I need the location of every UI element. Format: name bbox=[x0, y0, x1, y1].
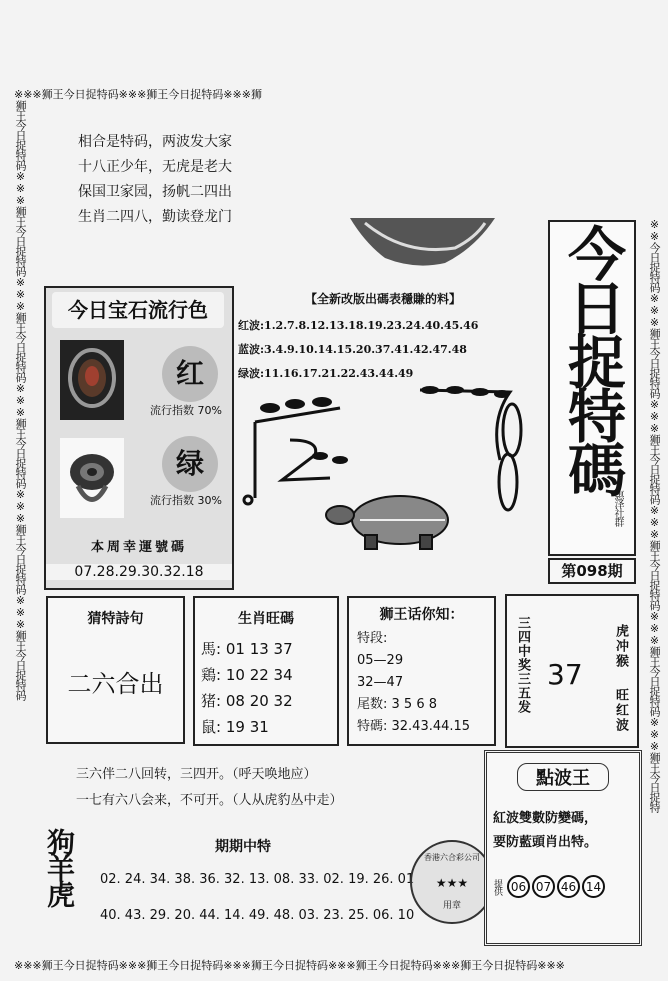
gem-title: 今日宝石流行色 bbox=[52, 292, 224, 328]
tip-label: 提供 bbox=[492, 878, 502, 895]
lion-title: 狮王话你知： bbox=[379, 607, 464, 623]
zodiac-row: 鶏: 10 22 34 bbox=[201, 666, 293, 684]
gem-ring-image bbox=[60, 438, 124, 518]
number-ball: 14 bbox=[582, 875, 605, 898]
gem-panel bbox=[44, 286, 234, 590]
wave-table bbox=[238, 290, 538, 381]
lucky-numbers-title: 本周幸運號碼 bbox=[90, 540, 187, 555]
wave-king-title: 點波王 bbox=[517, 763, 609, 791]
wave-king-line: 紅波雙數防變碼， bbox=[493, 811, 598, 826]
company-seal bbox=[410, 840, 494, 924]
zodiac-title: 生肖旺碼 bbox=[238, 611, 294, 627]
win-right-bottom: 旺红波 bbox=[613, 688, 628, 733]
green-color-badge: 绿 bbox=[162, 436, 218, 492]
number-ball: 06 bbox=[507, 875, 530, 898]
wave-table-title: 【全新改版出碼表穩賺的料】 bbox=[304, 292, 461, 306]
riddle-drawing bbox=[240, 380, 530, 560]
period-zodiacs: 狗羊虎 bbox=[43, 828, 76, 906]
lion-row: 05—29 bbox=[357, 653, 404, 668]
lion-info-box bbox=[347, 596, 496, 746]
blue-wave-row: 蓝波:3.4.9.10.14.15.20.37.41.42.47.48 bbox=[238, 343, 467, 356]
win-number: 37 bbox=[547, 658, 583, 691]
decorative-fur-image bbox=[345, 218, 505, 270]
poem-line: 保国卫家园，扬帆二四出 bbox=[78, 184, 232, 200]
gem-ring-image bbox=[60, 340, 124, 420]
lion-row: 特碼: 32.43.44.15 bbox=[357, 719, 471, 734]
right-side-banner: ※※今日捉特码※※※狮王今日捉特码※※※狮王今日捉特码※※※狮王今日捉特码※※※狮王今日捉特码※※※狮王今日捉特 bbox=[648, 218, 661, 812]
top-banner: ※※※狮王今日捉特码※※※狮王今日捉特码※※※狮 bbox=[14, 88, 262, 101]
lion-row: 32—47 bbox=[357, 675, 404, 690]
green-wave-row: 绿波:11.16.17.21.22.43.44.49 bbox=[238, 367, 414, 380]
hint-lines bbox=[76, 762, 343, 814]
red-popularity-index: 流行指数 70% bbox=[150, 404, 222, 417]
number-ball: 07 bbox=[532, 875, 555, 898]
period-title: 期期中特 bbox=[215, 839, 271, 855]
win-box bbox=[505, 594, 639, 748]
win-right-top: 虎冲猴 bbox=[613, 624, 628, 669]
zodiac-box bbox=[193, 596, 339, 746]
hint-line: 一七有六八会来，不可开。（人从虎豹丛中走） bbox=[76, 793, 343, 808]
red-wave-row: 红波:1.2.7.8.12.13.18.19.23.24.40.45.46 bbox=[238, 319, 479, 332]
zodiac-row: 馬: 01 13 37 bbox=[201, 640, 293, 658]
wave-king-scroll bbox=[484, 750, 642, 946]
bottom-banner: ※※※狮王今日捉特码※※※狮王今日捉特码※※※狮王今日捉特码※※※狮王今日捉特码※※※狮王今日捉特码※※※ bbox=[14, 959, 565, 972]
guess-answer: 二六合出 bbox=[67, 670, 164, 698]
zodiac-row: 鼠: 19 31 bbox=[201, 718, 269, 736]
green-popularity-index: 流行指数 30% bbox=[150, 494, 222, 507]
guess-title: 猜特詩句 bbox=[87, 611, 144, 627]
seal-bottom-text: 用章 bbox=[442, 901, 461, 911]
period-numbers-row-2: 40. 43. 29. 20. 44. 14. 49. 48. 03. 23. 25. 06. 10 bbox=[100, 908, 415, 923]
zodiac-row: 猪: 08 20 32 bbox=[201, 692, 293, 710]
red-color-badge: 红 bbox=[162, 346, 218, 402]
title-subtext: 惠泽社群 bbox=[612, 490, 623, 526]
poem-line: 十八正少年，无虎是老大 bbox=[78, 159, 232, 175]
issue-number: 第098期 bbox=[548, 558, 636, 584]
lion-row: 尾数: 3 5 6 8 bbox=[357, 697, 437, 712]
seal-top-text: 香港六合彩公司 bbox=[424, 853, 480, 862]
seal-star-icon: ★★★ bbox=[435, 876, 469, 890]
period-numbers-row-1: 02. 24. 34. 38. 36. 32. 13. 08. 33. 02. 19. 26. 01 bbox=[100, 872, 415, 887]
poem-line: 生肖二四八，勤读登龙门 bbox=[78, 209, 232, 225]
lion-row: 特段: bbox=[357, 631, 388, 646]
wave-king-line: 要防藍頭肖出特。 bbox=[493, 835, 598, 850]
guess-box bbox=[46, 596, 185, 744]
poem-line: 相合是特码，两波发大家 bbox=[78, 134, 232, 150]
title-panel bbox=[548, 220, 636, 556]
page-title: 今日捉特碼 bbox=[558, 224, 626, 494]
poem-block bbox=[78, 130, 232, 230]
number-ball: 46 bbox=[557, 875, 580, 898]
left-side-banner: 狮王今日捉特码※※※狮王今日捉特码※※※狮王今日捉特码※※※狮王今日捉特码※※※狮王今日捉特码※※※狮王今日捉特码 bbox=[14, 100, 27, 700]
win-left-text: 三四中奖三五发 bbox=[515, 616, 530, 714]
lucky-numbers: 07.28.29.30.32.18 bbox=[46, 564, 232, 580]
hint-line: 三六伴二八回转，三四开。（呼天唤地应） bbox=[76, 767, 317, 782]
